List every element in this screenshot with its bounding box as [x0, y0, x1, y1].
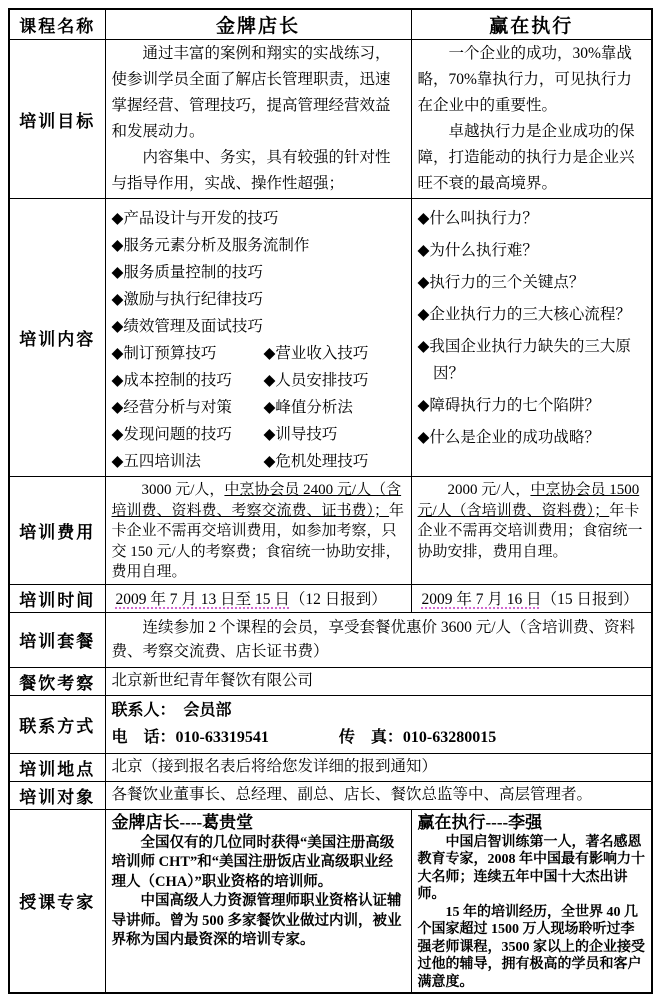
- fax-number: 010-63280015: [402, 729, 497, 746]
- row-label-course-name: 课程名称: [9, 9, 105, 40]
- expert-left-bio-2: 中国高级人力资源管理师职业资格认证辅导讲师。曾为 500 多家餐饮业做过内训，被业界称为国内最资深的培训专家。: [111, 893, 402, 948]
- package-cell: [105, 612, 652, 667]
- fee-left-cell: [105, 477, 411, 585]
- expert-left-bio-1: 全国仅有的几位同时获得“美国注册高级培训师 CHT”和“美国注册饭店业高级职业经理人（CHA）”职业资格的培训师。: [111, 834, 395, 890]
- phone-number: 010-63319541: [175, 729, 269, 746]
- row-label-location: 培训地点: [9, 753, 105, 781]
- goal-right-paragraph-2: 卓越执行力是企业成功的保障，打造能动的执行力是企业兴旺不衰的最高境界。: [417, 123, 635, 192]
- goal-right-cell: [411, 40, 652, 199]
- content-bullet-item: ◆服务质量控制的技巧: [111, 264, 263, 281]
- location-text: 北京（接到报名表后将给您发详细的报到通知）: [111, 758, 438, 775]
- row-label-goal: 培训目标: [9, 40, 105, 199]
- content-bullet-item: ◆绩效管理及面试技巧: [111, 318, 263, 335]
- content-bullet-item: ◆五四培训法: [111, 453, 201, 470]
- content-bullet-item: ◆危机处理技巧: [263, 453, 369, 470]
- content-bullet-item: ◆成本控制的技巧: [111, 372, 232, 389]
- time-right-date: 2009 年 7 月 16 日: [421, 591, 542, 608]
- content-bullet-item: ◆服务元素分析及服务流制作: [111, 237, 310, 254]
- expert-right-bio-1: 中国启智训练第一人，著名感恩教育专家，2008 年中国最有影响力十大名师；连续五年中国十大杰出讲师。: [417, 834, 646, 902]
- expert-right-cell: [411, 809, 652, 993]
- fee-left-terms: 年卡企业不需再交培训费用，如参加考察，只交 150 元/人的考察费；食宿统一协助安排，费用自理。: [111, 502, 405, 580]
- course-title-right: 赢在执行: [411, 9, 652, 40]
- visit-cell: [105, 667, 652, 695]
- audience-cell: [105, 781, 652, 809]
- time-right-checkin: （15 日报到）: [541, 591, 639, 608]
- training-course-table: [8, 8, 653, 994]
- table-row-content: [9, 199, 652, 477]
- row-label-time: 培训时间: [9, 584, 105, 612]
- content-bullet-pair: [112, 367, 405, 394]
- content-right-cell: [411, 199, 652, 477]
- table-row-fee: [9, 477, 652, 585]
- content-bullet-item: ◆发现问题的技巧: [111, 426, 232, 443]
- content-bullet-item: ◆制订预算技巧: [111, 345, 217, 362]
- content-bullet-item: ◆经营分析与对策: [111, 399, 232, 416]
- table-row-time: [9, 584, 652, 612]
- table-row-visit: [9, 667, 652, 695]
- time-left-date: 2009 年 7 月 13 日至 15 日: [115, 591, 290, 608]
- phone-label: 电 话：: [111, 729, 176, 746]
- content-bullet-item: ◆企业执行力的三大核心流程？: [417, 306, 631, 323]
- fee-left-member-price: 中烹协会员 2400 元/人（含培训费、资料费、考察交流费、证书费）；: [111, 482, 402, 519]
- row-label-content: 培训内容: [9, 199, 105, 477]
- content-bullet-pair: [112, 394, 405, 421]
- content-bullet-item: ◆什么叫执行力？: [417, 210, 538, 227]
- fee-right-terms: 年卡企业不需再交培训费用；食宿统一协助安排，费用自理。: [417, 502, 643, 560]
- content-bullet-item: ◆激励与执行纪律技巧: [111, 291, 263, 308]
- content-bullet-item: ◆人员安排技巧: [263, 372, 369, 389]
- row-label-fee: 培训费用: [9, 477, 105, 585]
- content-bullet-pair: [112, 448, 405, 475]
- goal-left-paragraph-1: 通过丰富的案例和翔实的实战练习，使参训学员全面了解店长管理职责，迅速掌握经营、管理技巧，提高管理经营效益和发展动力。: [111, 45, 391, 140]
- location-cell: [105, 753, 652, 781]
- content-bullet-item: ◆峰值分析法: [263, 399, 353, 416]
- row-label-visit: 餐饮考察: [9, 667, 105, 695]
- fee-right-member-price: 中烹协会员 1500 元/人（含培训费、资料费）；: [417, 482, 640, 519]
- table-row-location: [9, 753, 652, 781]
- content-bullet-item: ◆为什么执行难？: [417, 242, 538, 259]
- table-row-header: [9, 9, 652, 40]
- goal-right-paragraph-1: 一个企业的成功，30%靠战略，70%靠执行力，可见执行力在企业中的重要性。: [417, 45, 632, 114]
- content-bullet-item: ◆产品设计与开发的技巧: [111, 210, 279, 227]
- content-bullet-item: ◆训导技巧: [263, 426, 338, 443]
- content-bullet-item: ◆执行力的三个关键点？: [417, 274, 585, 291]
- content-bullet-item: ◆障碍执行力的七个陷阱？: [417, 397, 600, 414]
- table-row-package: [9, 612, 652, 667]
- fax-label: 传 真：: [338, 729, 403, 746]
- expert-left-cell: [105, 809, 411, 993]
- table-row-goal: [9, 40, 652, 199]
- row-label-experts: 授课专家: [9, 809, 105, 993]
- table-row-contact: [9, 695, 652, 753]
- goal-left-paragraph-2: 内容集中、务实，具有较强的针对性与指导作用，实战、操作性超强；: [111, 149, 391, 192]
- expert-left-name: 金牌店长----葛贵堂: [111, 812, 254, 832]
- row-label-contact: 联系方式: [9, 695, 105, 753]
- content-bullet-pair: [112, 340, 405, 367]
- content-bullet-pair: [112, 421, 405, 448]
- fee-right-text: [418, 480, 646, 562]
- time-left-checkin: （12 日报到）: [289, 591, 387, 608]
- fee-right-amount: 2000 元/人，: [447, 482, 531, 498]
- row-label-package: 培训套餐: [9, 612, 105, 667]
- contact-cell: [105, 695, 652, 753]
- expert-right-name: 赢在执行----李强: [417, 812, 543, 832]
- row-label-audience: 培训对象: [9, 781, 105, 809]
- content-left-cell: [105, 199, 411, 477]
- fee-right-cell: [411, 477, 652, 585]
- content-bullet-item: ◆什么是企业的成功战略？: [417, 429, 600, 446]
- course-title-left: 金牌店长: [105, 9, 411, 40]
- goal-left-cell: [105, 40, 411, 199]
- expert-right-bio-2: 15 年的培训经历，全世界 40 几个国家超过 1500 万人现场聆听过李强老师课程，3500 家以上的企业接受过他的辅导，拥有极高的学员和客户满意度。: [417, 904, 646, 990]
- visit-company: 北京新世纪青年餐饮有限公司: [111, 672, 314, 689]
- content-bullet-item: ◆营业收入技巧: [263, 345, 369, 362]
- time-left-cell: [105, 584, 411, 612]
- package-text: 连续参加 2 个课程的会员，享受套餐优惠价 3600 元/人（含培训费、资料费、考察交流费、店长证书费）: [111, 618, 636, 660]
- table-row-audience: [9, 781, 652, 809]
- contact-phone-fax-line: [112, 724, 646, 751]
- content-bullet-item: ◆我国企业执行力缺失的三大原因？: [417, 338, 631, 382]
- audience-text: 各餐饮业董事长、总经理、副总、店长、餐饮总监等中、高层管理者。: [111, 786, 593, 803]
- fee-left-amount: 3000 元/人，: [141, 482, 225, 498]
- table-row-experts: [9, 809, 652, 993]
- time-right-cell: [411, 584, 652, 612]
- fee-left-text: [112, 480, 405, 583]
- contact-person: 联系人： 会员部: [111, 702, 232, 719]
